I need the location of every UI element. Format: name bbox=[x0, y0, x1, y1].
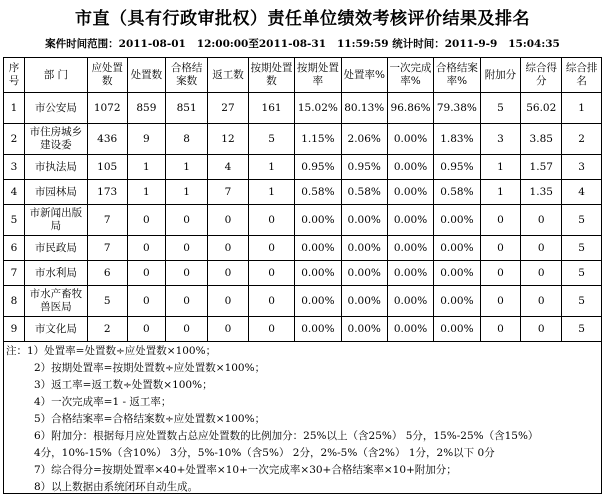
table-cell: 1 bbox=[480, 180, 521, 205]
table-cell: 0 bbox=[521, 205, 562, 236]
table-cell: 0.00% bbox=[295, 261, 341, 286]
table-cell: 0.00% bbox=[341, 317, 387, 342]
table-cell: 859 bbox=[127, 93, 166, 124]
table-row bbox=[4, 93, 602, 124]
table-cell: 0 bbox=[166, 286, 208, 317]
table-cell: 0 bbox=[480, 236, 521, 261]
header-cell: 合格结案率% bbox=[434, 58, 480, 93]
table-cell: 0.00% bbox=[434, 205, 480, 236]
table-cell: 0 bbox=[127, 236, 166, 261]
table-cell: 0 bbox=[521, 317, 562, 342]
table-cell: 0.95% bbox=[434, 155, 480, 180]
note-line: 7）综合得分=按期处置率×40+处置率×10+一次完成率×30+合格结案率×10+附加分； bbox=[34, 464, 457, 476]
dept-cell: 市住房城乡建设委 bbox=[24, 124, 87, 155]
table-cell: 0 bbox=[166, 205, 208, 236]
table-row bbox=[4, 205, 602, 236]
table-cell: 0.00% bbox=[387, 124, 433, 155]
header-cell: 按期处置数 bbox=[248, 58, 294, 93]
table-cell: 3.85 bbox=[521, 124, 562, 155]
table-cell: 5 bbox=[562, 317, 602, 342]
table-cell: 161 bbox=[248, 93, 294, 124]
table-cell: 0 bbox=[248, 236, 294, 261]
note-line: 4分，10%-15%（含10%） 3分，5%-10%（含5%） 2分，2%-5%（含2%） 1分，2%以下 0分 bbox=[34, 447, 495, 459]
table-cell: 1 bbox=[248, 155, 294, 180]
header-cell: 应处置数 bbox=[87, 58, 127, 93]
table-cell: 0 bbox=[480, 317, 521, 342]
table-cell: 15.02% bbox=[295, 93, 341, 124]
table-cell: 1 bbox=[166, 155, 208, 180]
table-cell: 27 bbox=[208, 93, 249, 124]
report-meta bbox=[0, 36, 605, 51]
table-cell: 0 bbox=[166, 261, 208, 286]
table-cell: 80.13% bbox=[341, 93, 387, 124]
note-line: 2）按期处置率=按期处置数÷应处置数×100%； bbox=[34, 362, 266, 374]
table-cell: 436 bbox=[87, 124, 127, 155]
table-cell: 0 bbox=[127, 205, 166, 236]
table-cell: 2 bbox=[562, 124, 602, 155]
table-cell: 1 bbox=[127, 155, 166, 180]
header-cell: 处置率% bbox=[341, 58, 387, 93]
header-cell: 返工数 bbox=[208, 58, 249, 93]
table-cell: 0.00% bbox=[295, 286, 341, 317]
header-cell: 一次完成率% bbox=[387, 58, 433, 93]
table-cell: 0 bbox=[521, 261, 562, 286]
table-cell: 0.00% bbox=[434, 317, 480, 342]
table-cell: 5 bbox=[480, 93, 521, 124]
table-cell: 1.57 bbox=[521, 155, 562, 180]
table-cell: 5 bbox=[562, 205, 602, 236]
header-cell: 附加分 bbox=[480, 58, 521, 93]
table-cell: 6 bbox=[87, 261, 127, 286]
note-line: 8）以上数据由系统闭环自动生成。 bbox=[34, 481, 199, 493]
table-cell: 3 bbox=[480, 124, 521, 155]
table-cell: 0.00% bbox=[295, 236, 341, 261]
dept-cell: 市民政局 bbox=[24, 236, 87, 261]
table-cell: 9 bbox=[4, 317, 25, 342]
table-cell: 105 bbox=[87, 155, 127, 180]
dept-cell: 市水产畜牧兽医局 bbox=[24, 286, 87, 317]
table-cell: 0.00% bbox=[434, 261, 480, 286]
table-cell: 12 bbox=[208, 124, 249, 155]
table-cell: 0.00% bbox=[387, 317, 433, 342]
table-cell: 0.00% bbox=[341, 236, 387, 261]
header-cell: 处置数 bbox=[127, 58, 166, 93]
table-row bbox=[4, 155, 602, 180]
table-cell: 0 bbox=[480, 205, 521, 236]
table-row bbox=[4, 124, 602, 155]
table-cell: 0 bbox=[248, 317, 294, 342]
stat-label: 统计时间： bbox=[392, 38, 445, 50]
dept-cell: 市新闻出版局 bbox=[24, 205, 87, 236]
table-cell: 0.00% bbox=[387, 205, 433, 236]
table-cell: 1.15% bbox=[295, 124, 341, 155]
table-cell: 7 bbox=[87, 236, 127, 261]
table-cell: 0.00% bbox=[387, 236, 433, 261]
table-cell: 8 bbox=[166, 124, 208, 155]
table-cell: 0 bbox=[248, 261, 294, 286]
table-cell: 5 bbox=[562, 261, 602, 286]
table-cell: 2 bbox=[87, 317, 127, 342]
table-cell: 6 bbox=[4, 236, 25, 261]
dept-cell: 市公安局 bbox=[24, 93, 87, 124]
table-cell: 0.58% bbox=[295, 180, 341, 205]
table-cell: 1 bbox=[562, 93, 602, 124]
table-cell: 5 bbox=[87, 286, 127, 317]
table-cell: 1 bbox=[4, 93, 25, 124]
table-cell: 0.00% bbox=[434, 286, 480, 317]
table-header-row bbox=[4, 58, 602, 93]
table-cell: 0 bbox=[480, 261, 521, 286]
note-line: 4）一次完成率=1 - 返工率； bbox=[34, 396, 172, 408]
table-cell: 0 bbox=[521, 236, 562, 261]
table-cell: 0 bbox=[248, 286, 294, 317]
table-cell: 0 bbox=[127, 317, 166, 342]
table-cell: 1.35 bbox=[521, 180, 562, 205]
table-cell: 0 bbox=[208, 236, 249, 261]
table-cell: 1 bbox=[480, 155, 521, 180]
table-cell: 4 bbox=[208, 155, 249, 180]
range-label: 案件时间范围： bbox=[45, 38, 119, 50]
note-line: 注：1）处置率=处置数÷应处置数×100%； bbox=[6, 345, 217, 357]
header-cell: 综合排名 bbox=[562, 58, 602, 93]
table-cell: 0.95% bbox=[341, 155, 387, 180]
table-cell: 0.58% bbox=[434, 180, 480, 205]
table-cell: 0.00% bbox=[341, 286, 387, 317]
dept-cell: 市园林局 bbox=[24, 180, 87, 205]
table-cell: 0.00% bbox=[387, 261, 433, 286]
table-cell: 7 bbox=[4, 261, 25, 286]
table-cell: 5 bbox=[4, 205, 25, 236]
notes-section bbox=[3, 341, 602, 494]
table-cell: 3 bbox=[562, 155, 602, 180]
table-cell: 0.00% bbox=[387, 155, 433, 180]
table-cell: 0.00% bbox=[387, 180, 433, 205]
table-cell: 5 bbox=[562, 236, 602, 261]
report-title: 市直（具有行政审批权）责任单位绩效考核评价结果及排名 bbox=[75, 9, 530, 29]
table-cell: 7 bbox=[87, 205, 127, 236]
range-end: 2011-08-31 11:59:59 bbox=[258, 38, 389, 50]
table-cell: 5 bbox=[248, 124, 294, 155]
note-line: 6）附加分：根据每月应处置数占总应处置数的比例加分：25%以上（含25%） 5分，15%-25%（含15%） bbox=[34, 430, 539, 442]
table-cell: 0 bbox=[166, 236, 208, 261]
table-row bbox=[4, 317, 602, 342]
note-line: 5）合格结案率=合格结案数÷应处置数×100%； bbox=[34, 413, 266, 425]
header-cell: 部 门 bbox=[24, 58, 87, 93]
dept-cell: 市执法局 bbox=[24, 155, 87, 180]
table-row bbox=[4, 261, 602, 286]
table-cell: 3 bbox=[4, 155, 25, 180]
table-cell: 0.00% bbox=[434, 236, 480, 261]
table-row bbox=[4, 286, 602, 317]
table-cell: 851 bbox=[166, 93, 208, 124]
header-cell: 按期处置率 bbox=[295, 58, 341, 93]
stat-time: 2011-9-9 15:04:35 bbox=[444, 38, 560, 50]
table-cell: 1 bbox=[248, 180, 294, 205]
table-cell: 0.00% bbox=[387, 286, 433, 317]
table-cell: 1072 bbox=[87, 93, 127, 124]
table-cell: 0 bbox=[166, 317, 208, 342]
table-cell: 4 bbox=[4, 180, 25, 205]
header-cell: 序号 bbox=[4, 58, 25, 93]
table-cell: 0.00% bbox=[341, 261, 387, 286]
table-cell: 2.06% bbox=[341, 124, 387, 155]
table-cell: 0 bbox=[208, 205, 249, 236]
table-cell: 0 bbox=[208, 317, 249, 342]
table-cell: 0 bbox=[127, 261, 166, 286]
table-cell: 56.02 bbox=[521, 93, 562, 124]
table-cell: 1 bbox=[166, 180, 208, 205]
table-cell: 0.00% bbox=[295, 317, 341, 342]
table-cell: 0 bbox=[208, 261, 249, 286]
range-start: 2011-08-01 12:00:00 bbox=[118, 38, 249, 50]
table-cell: 1 bbox=[127, 180, 166, 205]
table-row bbox=[4, 236, 602, 261]
table-cell: 1.83% bbox=[434, 124, 480, 155]
table-cell: 0.00% bbox=[295, 205, 341, 236]
results-table bbox=[3, 57, 602, 342]
table-cell: 0 bbox=[521, 286, 562, 317]
table-cell: 0 bbox=[127, 286, 166, 317]
table-cell: 2 bbox=[4, 124, 25, 155]
table-cell: 7 bbox=[208, 180, 249, 205]
table-cell: 0 bbox=[480, 286, 521, 317]
dept-cell: 市水利局 bbox=[24, 261, 87, 286]
dept-cell: 市文化局 bbox=[24, 317, 87, 342]
header-cell: 综合得分 bbox=[521, 58, 562, 93]
table-cell: 0 bbox=[248, 205, 294, 236]
table-cell: 79.38% bbox=[434, 93, 480, 124]
table-cell: 4 bbox=[562, 180, 602, 205]
table-cell: 5 bbox=[562, 286, 602, 317]
range-to: 至 bbox=[248, 38, 259, 50]
table-cell: 9 bbox=[127, 124, 166, 155]
table-row bbox=[4, 180, 602, 205]
table-cell: 0.95% bbox=[295, 155, 341, 180]
table-cell: 0.00% bbox=[341, 205, 387, 236]
table-cell: 96.86% bbox=[387, 93, 433, 124]
table-cell: 8 bbox=[4, 286, 25, 317]
table-cell: 0 bbox=[208, 286, 249, 317]
table-cell: 0.58% bbox=[341, 180, 387, 205]
header-cell: 合格结案数 bbox=[166, 58, 208, 93]
table-cell: 173 bbox=[87, 180, 127, 205]
note-line: 3）返工率=返工数÷处置数×100%； bbox=[34, 379, 213, 391]
